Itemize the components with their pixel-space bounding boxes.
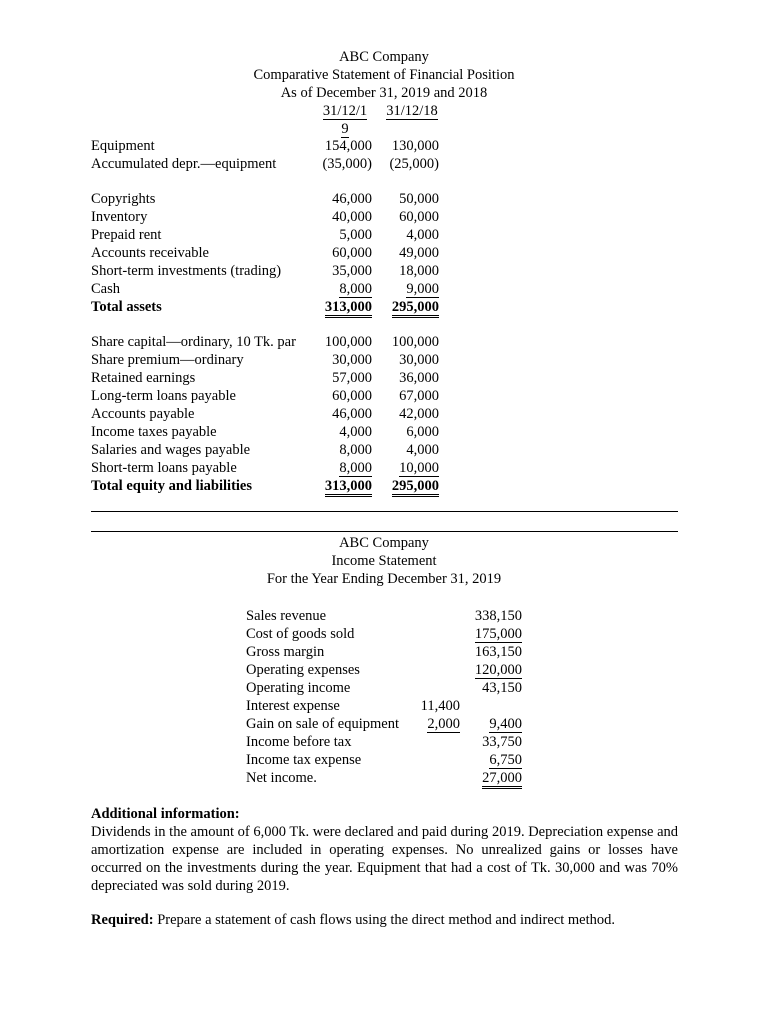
sfp-value-v2019: 8,000	[339, 442, 372, 458]
income-row-label: Income before tax	[246, 734, 352, 750]
sfp-row-label: Short-term loans payable	[91, 460, 237, 476]
income-row	[246, 643, 522, 661]
sfp-title: Comparative Statement of Financial Position	[253, 67, 515, 83]
col-2019-header-line2: 9	[341, 121, 349, 137]
sfp-value-v2018: 49,000	[399, 245, 439, 261]
is-title: Income Statement	[331, 553, 437, 569]
total-equity-liabilities-row	[91, 477, 451, 495]
sfp-row	[91, 369, 451, 387]
sfp-value-v2018: 100,000	[391, 334, 439, 350]
sfp-row	[91, 405, 451, 423]
sfp-row-label: Accounts receivable	[91, 245, 209, 261]
sfp-value-v2019: 57,000	[332, 370, 372, 386]
income-row-label: Gross margin	[246, 644, 325, 660]
sfp-row-label: Retained earnings	[91, 370, 196, 386]
separator-line-1	[91, 511, 678, 512]
sfp-value-v2019: 313,000	[325, 478, 372, 497]
sfp-row-label: Total assets	[91, 299, 162, 315]
sfp-value-v2018: 42,000	[399, 406, 439, 422]
sfp-row-label: Share premium—ordinary	[91, 352, 244, 368]
income-row-label: Interest expense	[246, 698, 340, 714]
income-row	[246, 625, 522, 643]
sfp-value-v2018: 60,000	[399, 209, 439, 225]
income-row	[246, 715, 522, 733]
income-row-label: Gain on sale of equipment	[246, 716, 400, 732]
income-inner-value: 11,400	[420, 698, 460, 714]
income-row-label: Operating income	[246, 680, 351, 696]
sfp-value-v2019: 100,000	[324, 334, 372, 350]
sfp-value-v2019: 154,000	[324, 138, 372, 154]
sfp-row-label: Copyrights	[91, 191, 156, 207]
income-row	[246, 751, 522, 769]
sfp-value-v2019: 8,000	[339, 281, 372, 297]
sfp-value-v2018: 295,000	[392, 299, 439, 318]
sfp-row-label: Total equity and liabilities	[91, 478, 253, 494]
sfp-row	[91, 333, 451, 351]
sfp-row	[91, 280, 451, 298]
sfp-value-v2018: 30,000	[399, 352, 439, 368]
sfp-row-label: Accumulated depr.—equipment	[91, 156, 277, 172]
separator-line-2	[91, 531, 678, 532]
sfp-row	[91, 423, 451, 441]
sfp-value-v2019: 46,000	[332, 406, 372, 422]
sfp-value-v2019: 60,000	[332, 388, 372, 404]
is-subtitle: For the Year Ending December 31, 2019	[266, 571, 502, 587]
income-outer-value: 6,750	[489, 752, 522, 768]
sfp-value-v2019: 40,000	[332, 209, 372, 225]
sfp-value-v2019: 60,000	[332, 245, 372, 261]
income-outer-value: 120,000	[474, 662, 522, 678]
sfp-value-v2018: 6,000	[406, 424, 439, 440]
sfp-value-v2019: 35,000	[332, 263, 372, 279]
sfp-row-label: Prepaid rent	[91, 227, 162, 243]
sfp-value-v2018: 4,000	[406, 227, 439, 243]
sfp-value-v2018: 4,000	[406, 442, 439, 458]
sfp-row	[91, 244, 451, 262]
sfp-value-v2019: 4,000	[339, 424, 372, 440]
col-2018-header: 31/12/18	[386, 103, 438, 119]
sfp-value-v2018: 67,000	[399, 388, 439, 404]
income-outer-value: 33,750	[482, 734, 522, 750]
income-row-label: Sales revenue	[246, 608, 327, 624]
income-row-label: Net income.	[246, 770, 317, 786]
total-assets-row	[91, 298, 451, 316]
is-company: ABC Company	[339, 535, 429, 551]
sfp-value-v2018: 36,000	[399, 370, 439, 386]
sfp-row	[91, 155, 451, 173]
col-2019-header	[321, 102, 369, 138]
sfp-row-label: Long-term loans payable	[91, 388, 236, 404]
sfp-value-v2019: 5,000	[339, 227, 372, 243]
sfp-value-v2019: 313,000	[325, 299, 372, 318]
income-row-label: Operating expenses	[246, 662, 360, 678]
income-outer-value: 9,400	[489, 716, 522, 732]
sfp-row-label: Inventory	[91, 209, 148, 225]
sfp-subtitle: As of December 31, 2019 and 2018	[280, 85, 488, 101]
sfp-row-label: Accounts payable	[91, 406, 195, 422]
required-label: Required:	[91, 912, 154, 928]
income-row	[246, 679, 522, 697]
sfp-row-label: Cash	[91, 281, 120, 297]
sfp-row-label: Share capital—ordinary, 10 Tk. par	[91, 334, 296, 350]
income-row	[246, 733, 522, 751]
sfp-row	[91, 387, 451, 405]
sfp-value-v2018: 295,000	[392, 478, 439, 497]
sfp-value-v2019: 8,000	[339, 460, 372, 476]
income-outer-value: 338,150	[474, 608, 522, 624]
sfp-value-v2018: 10,000	[399, 460, 439, 476]
income-outer-value: 27,000	[482, 770, 522, 789]
sfp-row-label: Salaries and wages payable	[91, 442, 251, 458]
income-row	[246, 607, 522, 625]
income-inner-value: 2,000	[427, 716, 460, 732]
income-row	[246, 661, 522, 679]
income-row-label: Income tax expense	[246, 752, 362, 768]
sfp-row	[91, 262, 451, 280]
col-2019-header-line1: 31/12/1	[322, 103, 368, 119]
sfp-value-v2019: 46,000	[332, 191, 372, 207]
income-outer-value: 43,150	[482, 680, 522, 696]
additional-heading: Additional information:	[91, 806, 240, 822]
sfp-row	[91, 190, 451, 208]
sfp-company: ABC Company	[339, 49, 429, 65]
sfp-row-label: Equipment	[91, 138, 155, 154]
sfp-value-v2018: 9,000	[406, 281, 439, 297]
additional-text: Dividends in the amount of 6,000 Tk. were declared and paid during 2019. Depreciation expense and amortization expense are included in operating expenses. No unrealized gains or losses have occurred on the investments during the year. Equipment that had a cost of Tk. 30,000 and was 70% depreciated was sold during 2019.	[91, 824, 678, 894]
sfp-value-v2018: (25,000)	[389, 156, 439, 172]
sfp-value-v2019: 30,000	[332, 352, 372, 368]
sfp-row	[91, 137, 451, 155]
required-text: Prepare a statement of cash flows using the direct method and indirect method.	[157, 912, 616, 928]
sfp-value-v2018: 130,000	[391, 138, 439, 154]
income-outer-value: 175,000	[474, 626, 522, 642]
sfp-row	[91, 226, 451, 244]
sfp-row	[91, 459, 451, 477]
income-row-label: Cost of goods sold	[246, 626, 355, 642]
sfp-value-v2019: (35,000)	[322, 156, 372, 172]
sfp-row	[91, 441, 451, 459]
sfp-value-v2018: 18,000	[399, 263, 439, 279]
income-row	[246, 769, 522, 787]
sfp-value-v2018: 50,000	[399, 191, 439, 207]
sfp-row-label: Income taxes payable	[91, 424, 217, 440]
income-row	[246, 697, 522, 715]
required-line	[91, 911, 615, 929]
sfp-row	[91, 208, 451, 226]
income-outer-value: 163,150	[474, 644, 522, 660]
sfp-row-label: Short-term investments (trading)	[91, 263, 282, 279]
sfp-row	[91, 351, 451, 369]
